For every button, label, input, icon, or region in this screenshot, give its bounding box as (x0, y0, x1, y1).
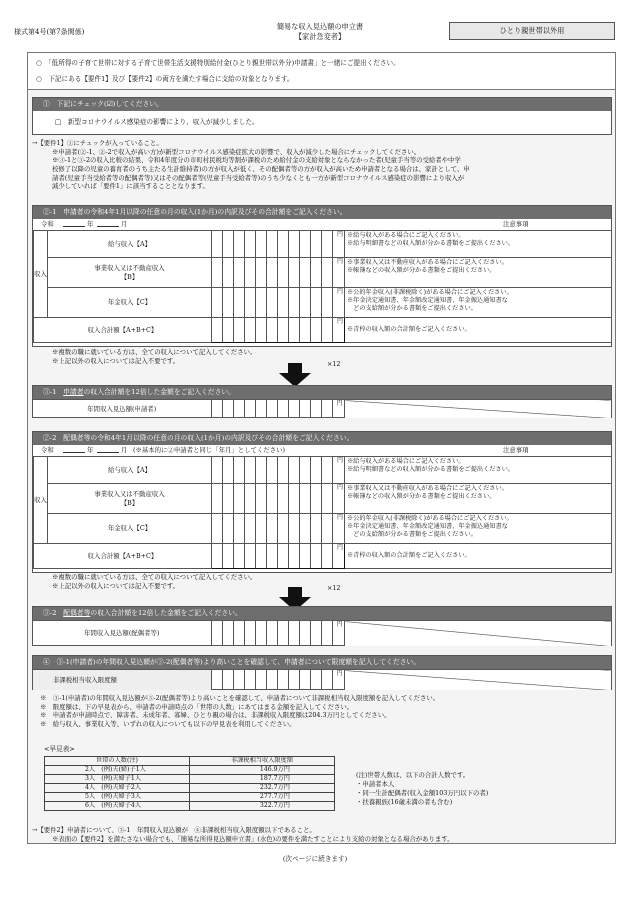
amount-cell[interactable] (234, 457, 245, 484)
side-note: ・同一生計配偶者(収入金額103万円以下の者) (356, 788, 489, 797)
amount-cell[interactable] (223, 457, 234, 484)
salary-remarks (345, 457, 612, 484)
yen-unit: 円 (332, 621, 344, 647)
header-underlined: 配偶者等 (63, 609, 91, 617)
amount-cell[interactable] (322, 231, 333, 258)
req1-note-2: ※③-1と③-2の収入比較の結果、令和4年度分の市町村民税均等割が課税のため給付金の支給対象とならなかった者(児童手当等の受給者や中学 (52, 156, 461, 165)
total-cell[interactable] (234, 544, 245, 569)
annual-cell[interactable] (266, 400, 277, 419)
section-4-notes (32, 694, 612, 729)
limit-value: 187.7万円 (190, 775, 335, 784)
amount-cell[interactable] (256, 457, 267, 484)
section-3-1-annual-applicant (32, 385, 612, 418)
limit-cell[interactable] (310, 670, 321, 691)
covid-checkbox[interactable]: □ 新型コロナウイルス感染症の影響により、収入が減少しました。 (55, 118, 259, 126)
total-cell[interactable] (223, 544, 234, 569)
annual-cell[interactable] (288, 621, 299, 647)
pension-remarks (345, 514, 612, 544)
limit-cell[interactable] (288, 670, 299, 691)
yen-unit: 円 (333, 544, 345, 569)
header-prefix: ③-2 (43, 609, 64, 617)
quick-reference-table (44, 756, 335, 811)
yen-unit: 円 (333, 288, 345, 318)
multiplier-label: ×12 (327, 584, 341, 592)
amount-cell[interactable] (300, 258, 311, 288)
table-row (45, 793, 335, 802)
amount-cell[interactable] (300, 514, 311, 544)
salary-label: 給与収入【A】 (48, 231, 212, 258)
limit-label: 非課税相当収入限度額 (33, 670, 211, 691)
amount-cell[interactable] (223, 258, 234, 288)
limit-cell[interactable] (266, 670, 277, 691)
amount-cell[interactable] (256, 484, 267, 514)
note-multiple-jobs: ※複数の職に就いている方は、全ての収入について記入してください。 (52, 573, 257, 581)
amount-cell[interactable] (212, 457, 223, 484)
amount-cell[interactable] (212, 484, 223, 514)
amount-cell[interactable] (234, 484, 245, 514)
req1-note-1: ※申請者(②-1、②-2で収入が高い方)が新型コロナウイルス感染症拡大の影響で、収入が減少した場合にチェックしてください。 (52, 147, 421, 156)
title-sub: 【家計急変者】 (294, 31, 346, 41)
section-1-checkbox (32, 97, 612, 135)
total-cell[interactable] (267, 318, 278, 343)
total-remarks: ※青枠の収入額の合計額をご記入ください。 (345, 544, 612, 569)
income-side-label: 収入 (34, 231, 48, 318)
year-label: 年 (87, 220, 94, 228)
remarks-header: 注意事項 (503, 446, 529, 454)
section-2-2-notes (32, 573, 612, 590)
diagonal-blank (344, 621, 611, 647)
requirement-2-notes (32, 826, 612, 843)
note-other-income: ※上記以外の収入については記入不要です。 (52, 581, 180, 590)
total-cell[interactable] (289, 544, 300, 569)
yen-unit: 円 (332, 670, 344, 691)
business-remarks (345, 258, 612, 288)
total-cell[interactable] (267, 544, 278, 569)
household-count-notes (356, 771, 488, 807)
limit-cell[interactable] (321, 670, 332, 691)
amount-cell[interactable] (278, 457, 289, 484)
amount-cell[interactable] (256, 231, 267, 258)
amount-cell[interactable] (234, 258, 245, 288)
remark-line: ※年金決定通知書、年金額改定通知書、年金振込通知書な (347, 523, 508, 531)
remark-line: ※年金決定通知書、年金額改定通知書、年金振込通知書な (347, 297, 508, 305)
amount-cell[interactable] (245, 258, 256, 288)
note-multiple-jobs: ※複数の職に就いている方は、全ての収入について記入してください。 (52, 348, 257, 356)
section-4-header: ④ ③-1(申請者)の年間収入見込額が③-2(配偶者等)より高いことを確認して、申請者について限度額を記入してください。 (33, 656, 611, 669)
annual-cell[interactable] (244, 621, 255, 647)
total-cell[interactable] (289, 318, 300, 343)
annual-cell[interactable] (244, 400, 255, 419)
month-input[interactable] (97, 445, 119, 453)
annual-spouse-row (33, 620, 611, 646)
amount-cell[interactable] (322, 514, 333, 544)
pension-label: 年金収入【C】 (48, 288, 212, 318)
annual-cell[interactable] (299, 621, 310, 647)
annual-cell[interactable] (255, 400, 266, 419)
remark-line: ※公的年金収入(非課税除く)がある場合にご記入ください。 (347, 289, 513, 296)
amount-cell[interactable] (322, 258, 333, 288)
pension-label: 年金収入【C】 (48, 514, 212, 544)
limit-cell[interactable] (211, 670, 222, 691)
total-cell[interactable] (212, 544, 223, 569)
total-cell[interactable] (278, 544, 289, 569)
annual-spouse-label: 年間収入見込額(配偶者等) (33, 621, 211, 647)
section-1-header: ① 下記にチェック(☑)してください。 (33, 98, 611, 111)
total-income-label: 収入合計額【A+B+C】 (34, 318, 212, 343)
annual-cell[interactable] (288, 400, 299, 419)
table-row (45, 775, 335, 784)
amount-cell[interactable] (223, 288, 234, 318)
req2-note: ※表面の【要件2】を満たさない場合でも、「簡易な所得見込額申立書」(水色)の要件を満たすことにより支給の対象となる場合があります。 (52, 834, 454, 843)
total-cell[interactable] (311, 544, 322, 569)
remarks-header: 注意事項 (503, 220, 529, 228)
side-note: ・申請者本人 (356, 779, 395, 788)
limit-value: 232.7万円 (190, 784, 335, 793)
amount-cell[interactable] (212, 231, 223, 258)
header-underlined: 申請者 (63, 388, 84, 396)
section-2-1-notes (32, 348, 612, 365)
label-line: 事業収入又は不動産収入 (94, 490, 165, 499)
note-4-line-1: ※ ③-1(申請者)の年間収入見込額が③-2(配偶者等)より高いことを確認して、申請者について非課税相当収入限度額を記入してください。 (40, 694, 440, 702)
annual-cell[interactable] (310, 400, 321, 419)
amount-cell[interactable] (311, 258, 322, 288)
total-cell[interactable] (234, 318, 245, 343)
business-remarks (345, 484, 612, 514)
amount-cell[interactable] (212, 258, 223, 288)
note-4-line-2: ※ 限度額は、下の早見表から、申請者の申請時点の「世帯の人数」にあてはまる金額を記入してください。 (40, 702, 354, 711)
amount-cell[interactable] (311, 231, 322, 258)
limit-cell[interactable] (233, 670, 244, 691)
household-size: 5人 (例)夫婦子3人 (45, 793, 190, 802)
limit-cell[interactable] (222, 670, 233, 691)
continue-next-page: (次ページに続きます) (282, 855, 348, 863)
amount-cell[interactable] (289, 258, 300, 288)
amount-cell[interactable] (245, 231, 256, 258)
quick-col-limit: 非課税相当収入限度額 (190, 757, 335, 766)
business-income-label (48, 258, 212, 288)
amount-cell[interactable] (311, 484, 322, 514)
intro-box (27, 52, 616, 90)
total-cell[interactable] (212, 318, 223, 343)
annual-cell[interactable] (321, 621, 332, 647)
section-2-1-header: ②-1 申請者の令和4年1月以降の任意の月の収入(1か月)の内訳及びその合計額をご記入ください。 (33, 206, 611, 219)
quick-col-household: 世帯の人数(注) (45, 757, 190, 766)
year-input[interactable] (63, 219, 85, 227)
remark-line: ※事業収入又は不動産収入がある場合にご記入ください。 (347, 485, 508, 492)
total-cell[interactable] (300, 544, 311, 569)
table-row (45, 766, 335, 775)
household-size: 2人 (例)夫(婦)子1人 (45, 766, 190, 775)
month-selector-row (33, 219, 611, 230)
household-type-badge: ひとり親世帯以外用 (449, 22, 615, 40)
annual-cell[interactable] (233, 621, 244, 647)
section-3-2-annual-spouse (32, 606, 612, 646)
side-note: ・扶養親族(16歳未満の者も含む) (356, 797, 453, 806)
table-row (45, 802, 335, 811)
annual-cell[interactable] (222, 621, 233, 647)
header-suffix: の収入合計額を12倍した金額をご記入ください。 (83, 388, 235, 396)
total-cell[interactable] (256, 318, 267, 343)
amount-cell[interactable] (267, 514, 278, 544)
req1-note-3: 校修了以降の児童の養育者のうち主たる生計維持者)の方が収入が低く、その配偶者等の方が収入が高いため申請者となる場合は、家計として、申 (52, 164, 470, 173)
annual-cell[interactable] (310, 621, 321, 647)
yen-unit: 円 (333, 231, 345, 258)
amount-cell[interactable] (223, 231, 234, 258)
household-size: 3人 (例)夫婦子1人 (45, 775, 190, 784)
intro-line-1: ○ 「低所得の子育て世帯に対する子育て世帯生活支援特別給付金(ひとり親世帯以外分)申請書」と一緒にご提出ください。 (36, 59, 400, 67)
remark-line: ※公的年金収入(非課税除く)がある場合にご記入ください。 (347, 515, 513, 522)
total-cell[interactable] (300, 318, 311, 343)
remark-line: ※帳簿などの収入額が分かる書類をご提出ください。 (347, 493, 496, 501)
quick-table-title: <早見表> (44, 745, 75, 753)
amount-cell[interactable] (223, 514, 234, 544)
multiplier-label: ×12 (327, 360, 341, 368)
amount-cell[interactable] (267, 288, 278, 318)
intro-line-2: ○ 下記にある【要件1】及び【要件2】の両方を満たす場合に支給の対象となります。 (36, 74, 294, 83)
amount-cell[interactable] (245, 514, 256, 544)
era-label: 令和 (41, 446, 54, 454)
yen-unit: 円 (332, 400, 344, 419)
annual-cell[interactable] (211, 400, 222, 419)
req1-note-4: 請者(児童手当受給者等の配偶者等)又はその配偶者等(児童手当受給者等)のうち少なくとも一方が新型コロナウイルス感染症の影響により収入が (52, 173, 465, 182)
annual-applicant-row (33, 399, 611, 418)
amount-cell[interactable] (234, 288, 245, 318)
income-table-spouse (33, 456, 612, 569)
section-3-1-header (33, 386, 611, 399)
month-selector-row (33, 445, 611, 456)
amount-cell[interactable] (322, 457, 333, 484)
month-input[interactable] (97, 219, 119, 227)
limit-value: 322.7万円 (190, 802, 335, 811)
limit-cell[interactable] (277, 670, 288, 691)
yen-unit: 円 (333, 514, 345, 544)
yen-unit: 円 (333, 484, 345, 514)
amount-cell[interactable] (311, 514, 322, 544)
section-2-2-spouse-income (32, 431, 612, 573)
salary-label: 給与収入【A】 (48, 457, 212, 484)
limit-cell[interactable] (255, 670, 266, 691)
requirement-1-notes (32, 139, 612, 191)
label-line: 【B】 (120, 272, 139, 281)
amount-cell[interactable] (289, 514, 300, 544)
total-cell[interactable] (311, 318, 322, 343)
total-cell[interactable] (322, 544, 333, 569)
same-month-note: (※基本的に②申請者と同じ「年月」としてください) (133, 446, 285, 454)
amount-cell[interactable] (256, 288, 267, 318)
label-line: 【B】 (120, 498, 139, 507)
amount-cell[interactable] (267, 484, 278, 514)
section-4-limit (32, 655, 612, 690)
annual-cell[interactable] (321, 400, 332, 419)
amount-cell[interactable] (267, 258, 278, 288)
remark-line: ※給与収入がある場合にご記入ください。 (347, 232, 465, 239)
amount-cell[interactable] (278, 514, 289, 544)
amount-cell[interactable] (278, 484, 289, 514)
section-2-1-applicant-income (32, 205, 612, 347)
remark-line: どの支給額が分かる書類をご提出ください。 (347, 305, 477, 313)
total-cell[interactable] (223, 318, 234, 343)
annual-cell[interactable] (266, 621, 277, 647)
remark-line: ※給与収入がある場合にご記入ください。 (347, 458, 465, 465)
title-main: 簡易な収入見込額の申立書 (276, 22, 364, 31)
total-cell[interactable] (278, 318, 289, 343)
income-table-applicant (33, 230, 612, 343)
salary-remarks (345, 231, 612, 258)
amount-cell[interactable] (322, 484, 333, 514)
amount-cell[interactable] (289, 231, 300, 258)
amount-cell[interactable] (311, 288, 322, 318)
amount-cell[interactable] (245, 484, 256, 514)
req1-note-5: 減少していれば「要件1」に該当することとなります。 (52, 182, 209, 191)
amount-cell[interactable] (300, 231, 311, 258)
header-suffix: の収入合計額を12倍した金額をご記入ください。 (90, 609, 242, 617)
annual-applicant-label: 年間収入見込額(申請者) (33, 400, 211, 419)
yen-unit: 円 (333, 457, 345, 484)
remark-line: どの支給額が分かる書類をご提出ください。 (347, 531, 477, 539)
amount-cell[interactable] (245, 288, 256, 318)
amount-cell[interactable] (278, 258, 289, 288)
remark-line: ※給与明細書などの収入額が分かる書類をご提出ください。 (347, 466, 515, 474)
note-4-line-3: ※ 申請者が申請時点で、障害者、未成年者、寡婦、ひとり親の場合は、非課税収入限度額は204.3万円としてください。 (40, 711, 391, 720)
note-4-line-4: ※ 給与収入、事業収入等、いずれの収入についても以下の早見表を利用してください。 (40, 719, 296, 728)
household-size: 6人 (例)夫婦子4人 (45, 802, 190, 811)
diagonal-blank (344, 670, 611, 691)
pension-remarks (345, 288, 612, 318)
amount-cell[interactable] (278, 288, 289, 318)
section-2-2-header: ②-2 配偶者等の令和4年1月以降の任意の月の収入(1か月)の内訳及びその合計額をご記入ください。 (33, 432, 611, 445)
total-cell[interactable] (256, 544, 267, 569)
business-income-label (48, 484, 212, 514)
household-size: 4人 (例)夫婦子2人 (45, 784, 190, 793)
annual-cell[interactable] (222, 400, 233, 419)
side-note: (注)世帯人数は、以下の合計人数です。 (356, 771, 470, 779)
amount-cell[interactable] (278, 231, 289, 258)
total-income-label: 収入合計額【A+B+C】 (34, 544, 212, 569)
amount-cell[interactable] (234, 514, 245, 544)
total-cell[interactable] (245, 318, 256, 343)
req2-title: →【要件2】申請者について、③-1 年間収入見込額が ④非課税相当収入限度額以下であること。 (32, 826, 316, 834)
label-line: 事業収入又は不動産収入 (94, 264, 165, 273)
total-remarks: ※青枠の収入額の合計額をご記入ください。 (345, 318, 612, 343)
remark-line: ※帳簿などの収入額が分かる書類をご提出ください。 (347, 267, 496, 275)
amount-cell[interactable] (256, 514, 267, 544)
amount-cell[interactable] (289, 457, 300, 484)
amount-cell[interactable] (300, 484, 311, 514)
amount-cell[interactable] (234, 231, 245, 258)
yen-unit: 円 (333, 258, 345, 288)
header-prefix: ③-1 (43, 388, 64, 396)
year-label: 年 (87, 446, 94, 454)
income-side-label: 収入 (34, 457, 48, 544)
amount-cell[interactable] (212, 288, 223, 318)
annual-cell[interactable] (211, 621, 222, 647)
annual-cell[interactable] (233, 400, 244, 419)
annual-cell[interactable] (277, 400, 288, 419)
year-input[interactable] (63, 445, 85, 453)
remark-line: ※事業収入又は不動産収入がある場合にご記入ください。 (347, 259, 508, 266)
limit-value: 146.9万円 (190, 766, 335, 775)
form-title (200, 22, 440, 41)
amount-cell[interactable] (300, 457, 311, 484)
amount-cell[interactable] (245, 457, 256, 484)
amount-cell[interactable] (311, 457, 322, 484)
month-label: 月 (121, 446, 128, 454)
diagonal-blank (344, 400, 611, 419)
amount-cell[interactable] (267, 457, 278, 484)
annual-cell[interactable] (255, 621, 266, 647)
yen-unit: 円 (333, 318, 345, 343)
table-row (45, 784, 335, 793)
section-3-2-header (33, 607, 611, 620)
limit-cell[interactable] (299, 670, 310, 691)
amount-cell[interactable] (256, 258, 267, 288)
annual-cell[interactable] (277, 621, 288, 647)
amount-cell[interactable] (289, 484, 300, 514)
req1-title: →【要件1】①にチェックが入っていること。 (32, 139, 163, 147)
amount-cell[interactable] (322, 288, 333, 318)
amount-cell[interactable] (267, 231, 278, 258)
form-number: 様式第4号(第7条関係) (14, 28, 85, 36)
month-label: 月 (121, 220, 128, 228)
limit-row (33, 669, 611, 690)
amount-cell[interactable] (300, 288, 311, 318)
era-label: 令和 (41, 220, 54, 228)
limit-value: 277.7万円 (190, 793, 335, 802)
amount-cell[interactable] (289, 288, 300, 318)
amount-cell[interactable] (223, 484, 234, 514)
limit-cell[interactable] (244, 670, 255, 691)
note-other-income: ※上記以外の収入については記入不要です。 (52, 356, 180, 365)
amount-cell[interactable] (212, 514, 223, 544)
total-cell[interactable] (245, 544, 256, 569)
annual-cell[interactable] (299, 400, 310, 419)
remark-line: ※給与明細書などの収入額が分かる書類をご提出ください。 (347, 240, 515, 248)
total-cell[interactable] (322, 318, 333, 343)
